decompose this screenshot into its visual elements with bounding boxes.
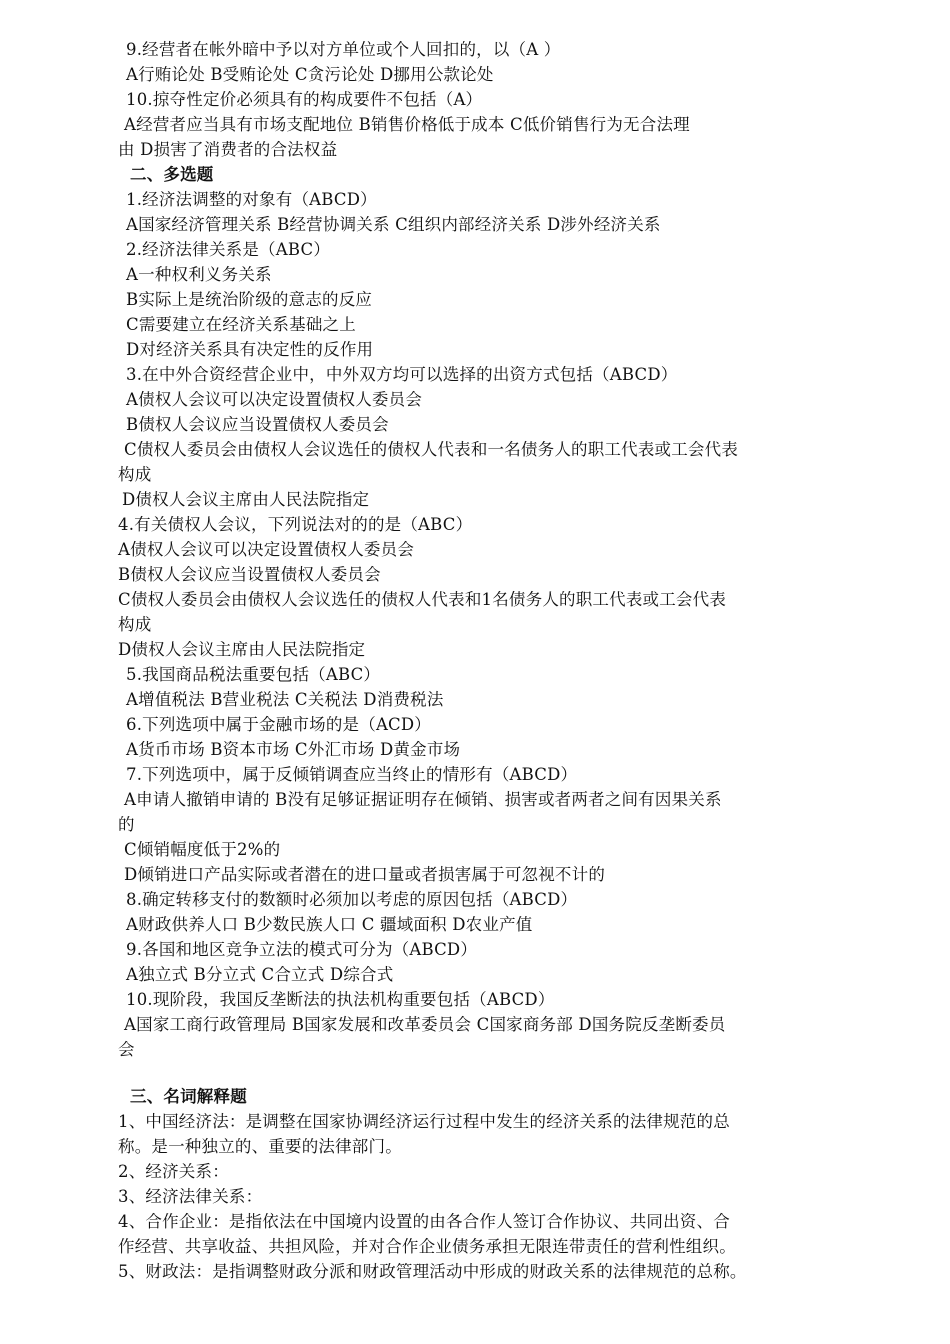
text-line: D对经济关系具有决定性的反作用 <box>126 340 374 359</box>
text-line: 的 <box>118 815 135 834</box>
text-line: 4.有关债权人会议，下列说法对的的是（ABC） <box>118 515 473 534</box>
text-line: C倾销幅度低于2%的 <box>124 840 281 859</box>
text-line: A行贿论处 B受贿论处 C贪污论处 D挪用公款论处 <box>126 65 494 84</box>
text-line: D债权人会议主席由人民法院指定 <box>122 490 370 509</box>
text-line: C需要建立在经济关系基础之上 <box>126 315 356 334</box>
text-line: 9.各国和地区竞争立法的模式可分为（ABCD） <box>126 940 478 959</box>
text-line: 10.掠夺性定价必须具有的构成要件不包括（A） <box>126 90 483 109</box>
text-line: 7.下列选项中，属于反倾销调查应当终止的情形有（ABCD） <box>126 765 578 784</box>
text-line: 2.经济法律关系是（ABC） <box>126 240 331 259</box>
text-line: 1.经济法调整的对象有（ABCD） <box>126 190 377 209</box>
text-line: 5.我国商品税法重要包括（ABC） <box>126 665 381 684</box>
text-line: 9.经营者在帐外暗中予以对方单位或个人回扣的，以（A ） <box>126 40 561 59</box>
text-line: A国家工商行政管理局 B国家发展和改革委员会 C国家商务部 D国务院反垄断委员 <box>124 1015 726 1034</box>
text-line: 1、中国经济法：是调整在国家协调经济运行过程中发生的经济关系的法律规范的总 <box>118 1112 730 1131</box>
text-line: D债权人会议主席由人民法院指定 <box>118 640 366 659</box>
text-line: B债权人会议应当设置债权人委员会 <box>118 565 381 584</box>
text-line: 构成 <box>118 615 152 634</box>
text-line: C债权人委员会由债权人会议选任的债权人代表和1名债务人的职工代表或工会代表 <box>118 590 727 609</box>
section-heading: 二、多选题 <box>130 165 214 184</box>
text-line: 5、财政法：是指调整财政分派和财政管理活动中形成的财政关系的法律规范的总称。 <box>118 1262 747 1281</box>
text-line: 由 D损害了消费者的合法权益 <box>118 140 338 159</box>
text-line: 10.现阶段，我国反垄断法的执法机构重要包括（ABCD） <box>126 990 555 1009</box>
text-line: 构成 <box>118 465 152 484</box>
section-heading: 三、名词解释题 <box>130 1087 247 1106</box>
text-line: 3、经济法律关系： <box>118 1187 263 1206</box>
text-line: 作经营、共享收益、共担风险，并对合作企业债务承担无限连带责任的营利性组织。 <box>118 1237 736 1256</box>
text-line: A独立式 B分立式 C合立式 D综合式 <box>126 965 394 984</box>
text-line: A国家经济管理关系 B经营协调关系 C组织内部经济关系 D涉外经济关系 <box>126 215 661 234</box>
text-line: B实际上是统治阶级的意志的反应 <box>126 290 373 309</box>
text-line: 会 <box>118 1040 135 1059</box>
text-line: A一种权利义务关系 <box>126 265 272 284</box>
text-line: 3.在中外合资经营企业中，中外双方均可以选择的出资方式包括（ABCD） <box>126 365 678 384</box>
text-line: 2、经济关系： <box>118 1162 229 1181</box>
text-line: A申请人撤销申请的 B没有足够证据证明存在倾销、损害或者两者之间有因果关系 <box>124 790 722 809</box>
text-line: D倾销进口产品实际或者潜在的进口量或者损害属于可忽视不计的 <box>124 865 606 884</box>
text-line: A财政供养人口 B少数民族人口 C 疆域面积 D农业产值 <box>126 915 533 934</box>
text-line: A经营者应当具有市场支配地位 B销售价格低于成本 C低价销售行为无合法理 <box>124 115 690 134</box>
text-line: C债权人委员会由债权人会议选任的债权人代表和一名债务人的职工代表或工会代表 <box>124 440 739 459</box>
text-line: A债权人会议可以决定设置债权人委员会 <box>118 540 415 559</box>
text-line: A债权人会议可以决定设置债权人委员会 <box>126 390 423 409</box>
text-line: B债权人会议应当设置债权人委员会 <box>126 415 389 434</box>
text-line: 6.下列选项中属于金融市场的是（ACD） <box>126 715 432 734</box>
text-line: 称。是一种独立的、重要的法律部门。 <box>118 1137 402 1156</box>
text-line: A增值税法 B营业税法 C关税法 D消费税法 <box>126 690 444 709</box>
text-line: A货币市场 B资本市场 C外汇市场 D黄金市场 <box>126 740 461 759</box>
text-line: 4、合作企业：是指依法在中国境内设置的由各合作人签订合作协议、共同出资、合 <box>118 1212 730 1231</box>
text-line: 8.确定转移支付的数额时必须加以考虑的原因包括（ABCD） <box>126 890 578 909</box>
